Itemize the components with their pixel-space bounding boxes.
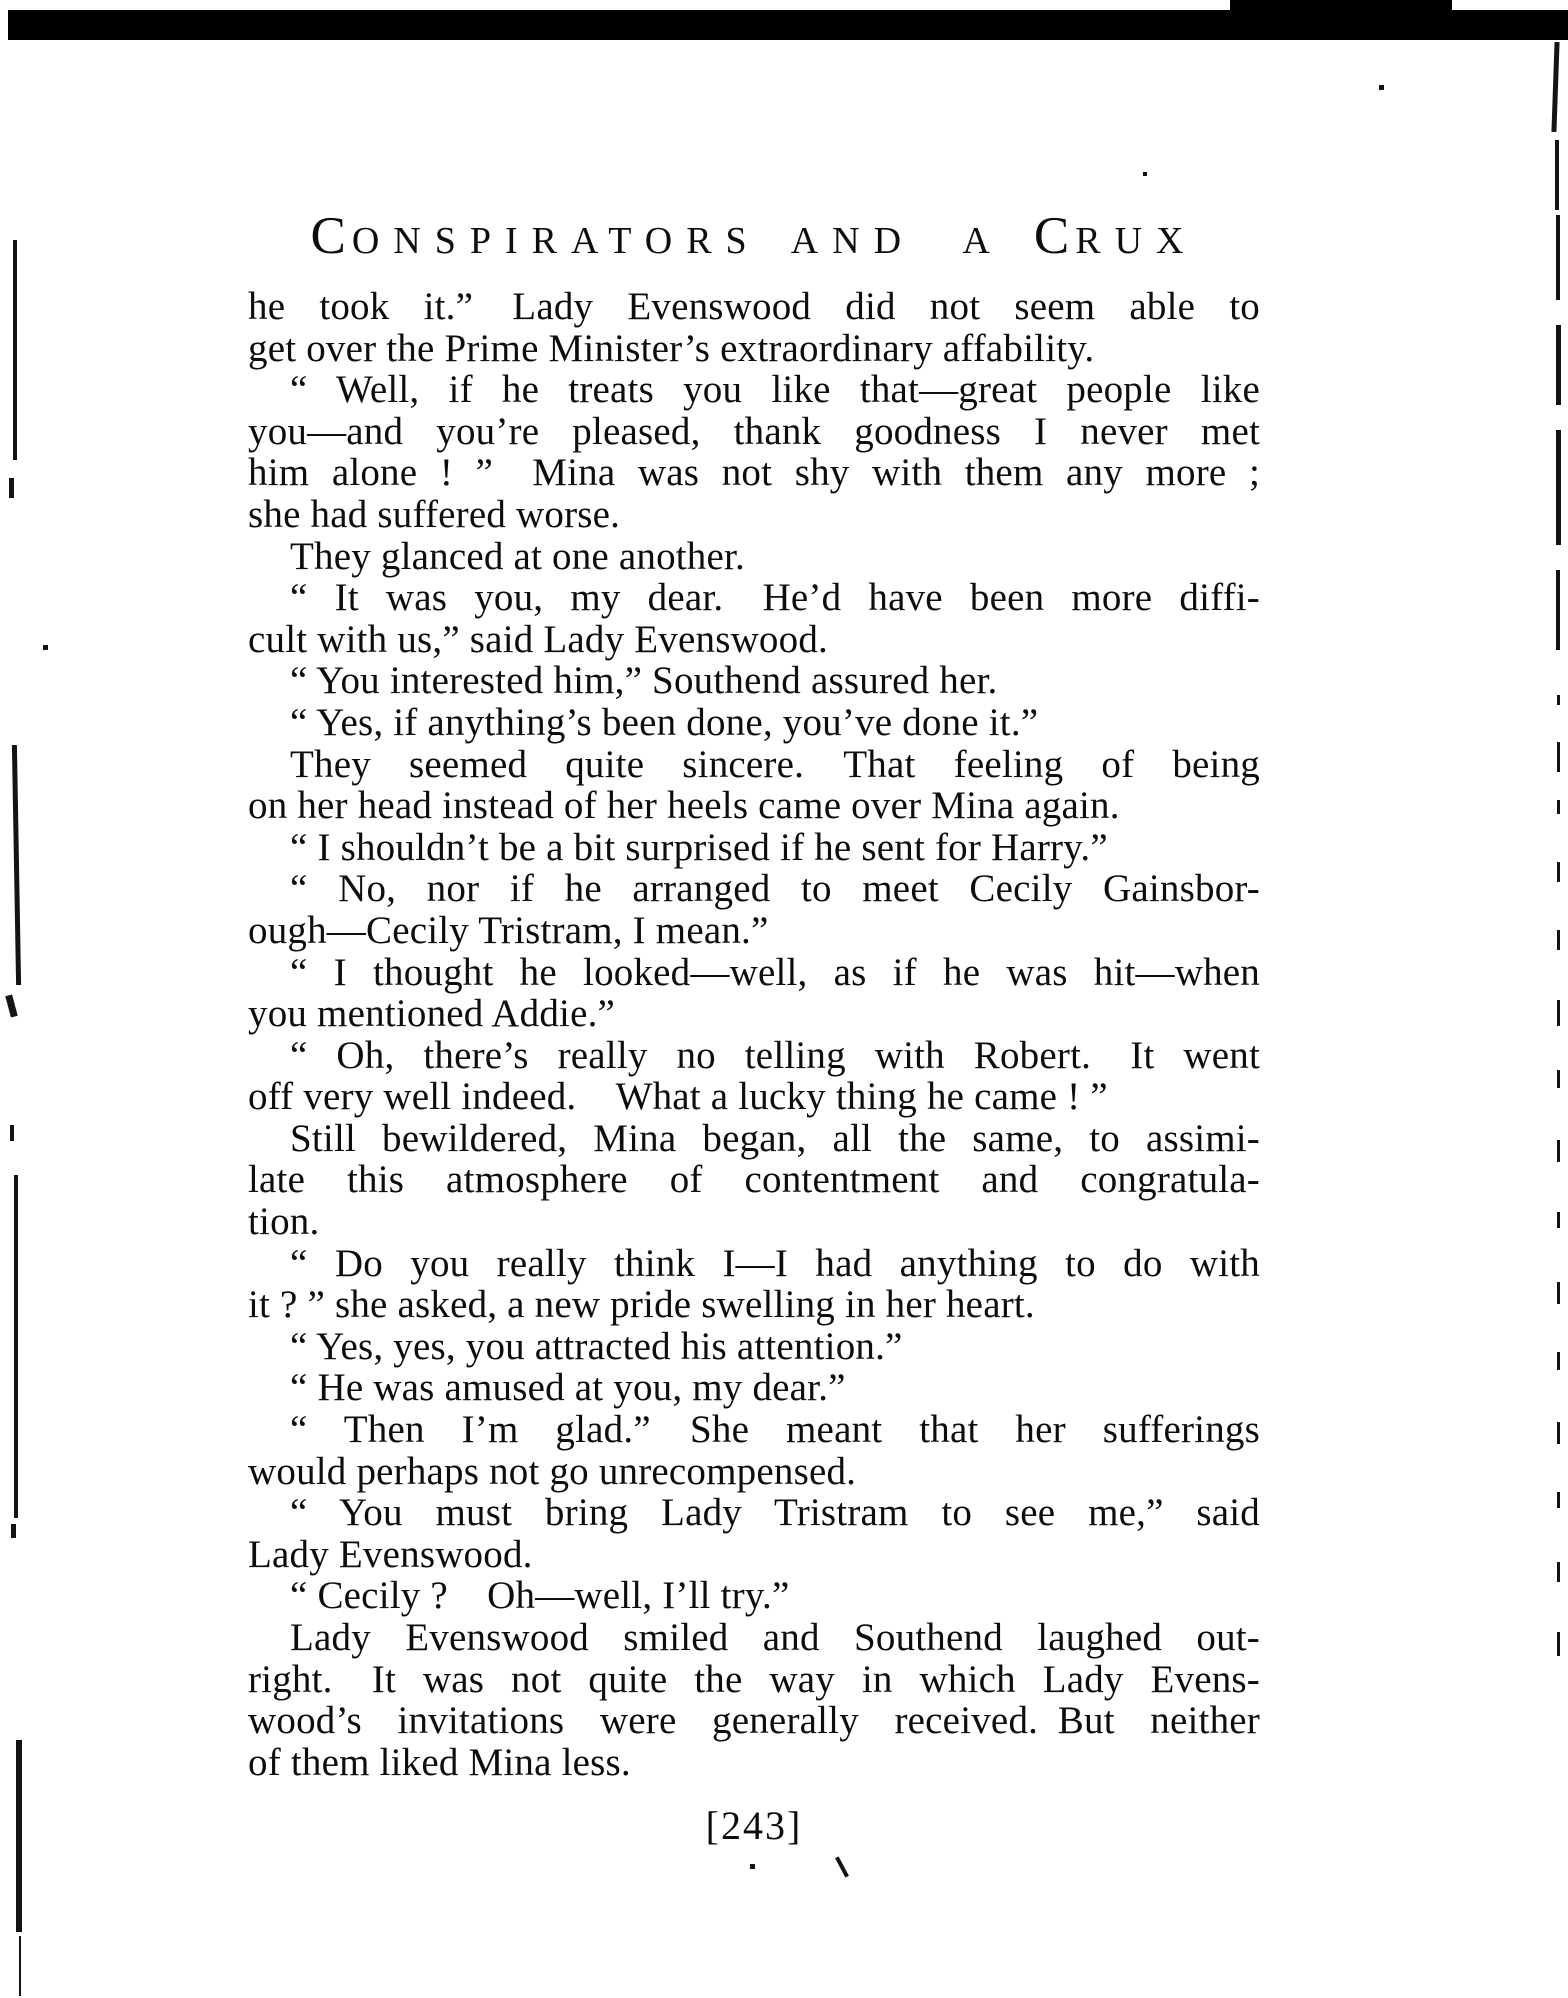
scan-edge-mark: [835, 1856, 849, 1877]
text-line: late this atmosphere of contentment and congratula-: [248, 1158, 1260, 1202]
text-line: he took it.” Lady Evenswood did not seem able to: [248, 285, 1260, 328]
text-line: cult with us,” said Lady Evenswood.: [248, 617, 828, 661]
scan-edge-mark: [1557, 1352, 1560, 1370]
text-line: “ Well, if he treats you like that—great people like: [290, 368, 1260, 412]
scan-edge-mark: [1143, 172, 1147, 176]
text-line: him alone ! ” Mina was not shy with them any more ;: [248, 451, 1260, 495]
text-line: “ I shouldn’t be a bit surprised if he sent for Harry.”: [290, 825, 1108, 869]
scan-edge-mark: [1557, 1492, 1560, 1508]
scan-edge-mark: [5, 994, 17, 1017]
text-line: ough—Cecily Tristram, I mean.”: [248, 908, 769, 952]
scan-edge-mark: [750, 1864, 755, 1869]
text-line: “ You interested him,” Southend assured her.: [290, 659, 998, 703]
body-text: [248, 286, 1260, 1783]
scan-edge-mark: [1557, 1140, 1560, 1162]
scan-top-bar: [8, 10, 1568, 40]
text-line: “ Yes, yes, you attracted his attention.”: [290, 1324, 903, 1368]
text-line: “ Then I’m glad.” She meant that her sufferings: [290, 1408, 1260, 1452]
scan-edge-mark: [1379, 85, 1384, 90]
scan-edge-mark: [1557, 1070, 1560, 1088]
text-line: Lady Evenswood smiled and Southend laughed out-: [290, 1616, 1260, 1659]
text-line: she had suffered worse.: [248, 492, 621, 536]
text-line: tion.: [248, 1200, 320, 1244]
text-line: you mentioned Addie.”: [248, 992, 616, 1036]
scan-edge-mark: [1556, 570, 1560, 650]
scan-edge-mark: [9, 478, 14, 498]
text-line: Lady Evenswood.: [248, 1532, 533, 1576]
text-line: of them liked Mina less.: [248, 1740, 631, 1784]
scan-edge-mark: [1556, 325, 1561, 405]
scan-edge-mark: [1555, 140, 1559, 210]
scan-edge-mark: [1556, 215, 1560, 300]
scan-edge-mark: [1557, 1632, 1560, 1656]
scan-edge-mark: [16, 1740, 22, 1932]
scan-edge-mark: [1551, 42, 1559, 132]
title-word-crux: CRUX: [1033, 207, 1198, 265]
scan-edge-mark: [1557, 1282, 1560, 1304]
scan-edge-mark: [14, 1175, 18, 1518]
scan-edge-mark: [11, 1524, 16, 1538]
scan-edge-mark: [12, 745, 21, 985]
text-line: “ Cecily ? Oh—well, I’ll try.”: [290, 1574, 790, 1618]
scan-edge-mark: [1557, 862, 1560, 882]
title-word-conspirators: CONSPIRATORS: [310, 207, 761, 265]
text-line: off very well indeed. What a lucky thing he came ! ”: [248, 1075, 1108, 1119]
scan-edge-mark: [1557, 1000, 1560, 1026]
text-line: “ Do you really think I—I had anything to do with: [290, 1241, 1260, 1285]
text-line: on her head instead of her heels came over Mina again.: [248, 784, 1120, 828]
scan-top-bar-edge: [1230, 0, 1452, 14]
scan-edge-mark: [1556, 430, 1561, 545]
scan-edge-mark: [1557, 930, 1560, 950]
scan-edge-mark: [1557, 800, 1560, 814]
scan-edge-mark: [10, 1125, 14, 1141]
scan-edge-mark: [13, 240, 17, 460]
scan-edge-mark: [1557, 1422, 1560, 1444]
text-line: wood’s invitations were generally received. But neither: [248, 1699, 1260, 1743]
text-line: “ It was you, my dear. He’d have been more diffi-: [290, 576, 1260, 620]
chapter-title: [248, 206, 1260, 266]
page-number: [243]: [705, 1803, 803, 1848]
text-line: right. It was not quite the way in which Lady Evens-: [248, 1657, 1260, 1701]
scan-edge-mark: [19, 1936, 21, 1996]
text-line: “ I thought he looked—well, as if he was hit—when: [290, 950, 1260, 994]
scan-edge-mark: [1557, 695, 1560, 705]
text-line: “ Yes, if anything’s been done, you’ve done it.”: [290, 700, 1039, 744]
title-word-and-a: AND A: [790, 220, 1004, 262]
text-line: “ He was amused at you, my dear.”: [290, 1366, 846, 1410]
text-line: “ No, nor if he arranged to meet Cecily Gainsbor-: [290, 867, 1260, 911]
text-line: “ Oh, there’s really no telling with Robert. It went: [290, 1033, 1260, 1077]
scan-edge-mark: [1557, 742, 1560, 772]
text-line: get over the Prime Minister’s extraordinary affability.: [248, 326, 1095, 370]
scan-edge-mark: [43, 645, 48, 650]
text-line: Still bewildered, Mina began, all the same, to assimi-: [290, 1116, 1260, 1160]
text-line: They glanced at one another.: [290, 534, 745, 578]
text-line: would perhaps not go unrecompensed.: [248, 1449, 857, 1493]
scan-edge-mark: [1557, 1562, 1560, 1582]
text-line: They seemed quite sincere. That feeling of being: [290, 742, 1260, 786]
text-line: it ? ” she asked, a new pride swelling in her heart.: [248, 1283, 1035, 1327]
scan-edge-mark: [1557, 1212, 1560, 1228]
text-line: you—and you’re pleased, thank goodness I never met: [248, 409, 1260, 453]
text-line: “ You must bring Lady Tristram to see me,” said: [290, 1491, 1260, 1535]
